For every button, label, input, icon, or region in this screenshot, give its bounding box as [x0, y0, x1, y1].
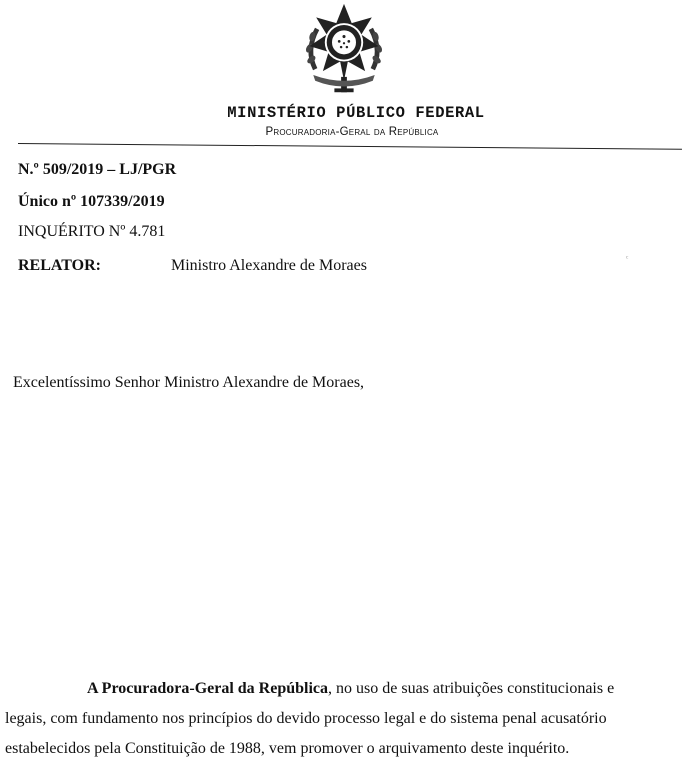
department-subtitle: Procuradoria-Geral da República [265, 126, 439, 138]
organization-title: MINISTÉRIO PÚBLICO FEDERAL [227, 104, 485, 122]
brazil-coat-of-arms-icon [296, 2, 392, 98]
inquiry-number: INQUÉRITO Nº 4.781 [18, 223, 166, 240]
body-line-3: estabelecidos pela Constituição de 1988, vem promover o arquivamento deste inquérito. [5, 740, 570, 757]
body-line-1-rest: , no uso de suas atribuições constitucionais e [328, 680, 615, 697]
document-number: N.º 509/2019 – LJ/PGR [18, 161, 177, 178]
relator-row [18, 257, 618, 277]
body-line-1 [5, 674, 675, 704]
body-lead-bold: A Procuradora-Geral da República [87, 680, 329, 697]
relator-name: Ministro Alexandre de Moraes [171, 257, 367, 274]
unique-number: Único nº 107339/2019 [18, 193, 165, 210]
relator-label: RELATOR: [18, 257, 101, 274]
header-divider [18, 143, 682, 150]
body-line-2: legais, com fundamento nos princípios do devido processo legal e do sistema penal acusatório [5, 710, 607, 727]
body-paragraph [5, 674, 675, 764]
scan-speck: ᶜ [626, 253, 629, 263]
salutation: Excelentíssimo Senhor Ministro Alexandre de Moraes, [13, 374, 365, 391]
